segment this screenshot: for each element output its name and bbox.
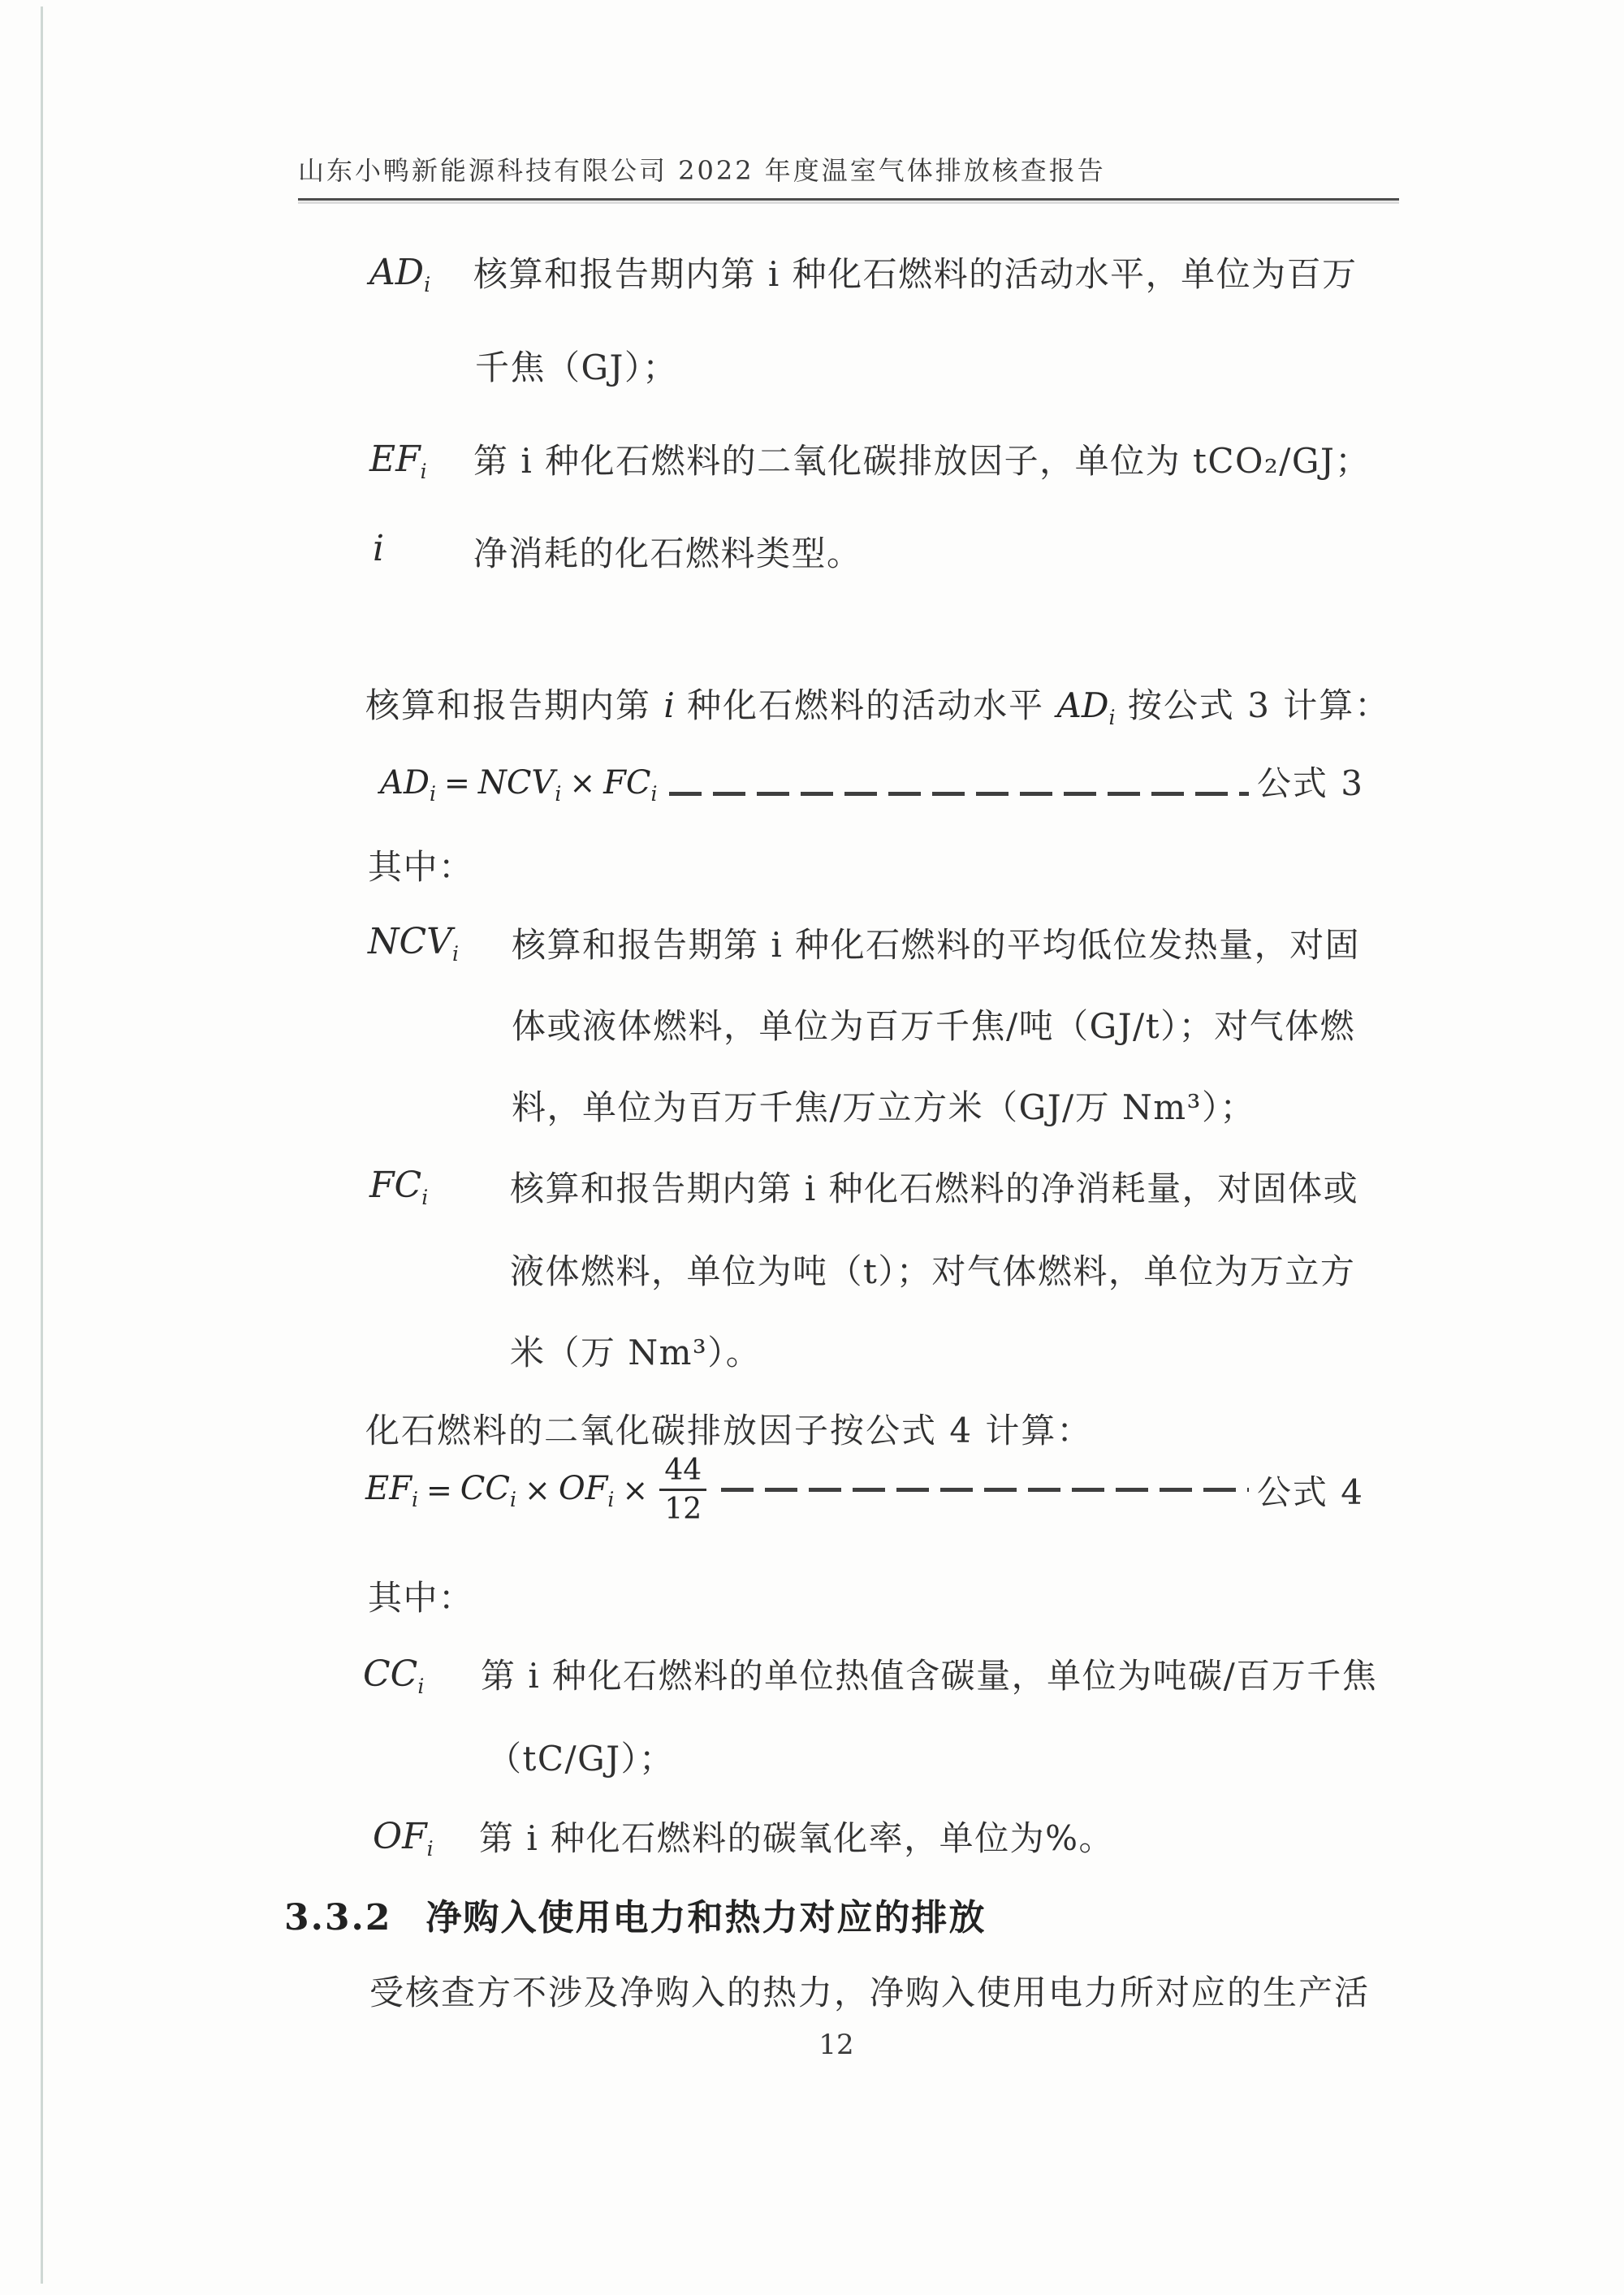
term-fc-desc-line1: 核算和报告期内第 i 种化石燃料的净消耗量，对固体或 [510, 1169, 1359, 1208]
formula-4 [365, 1454, 1364, 1527]
section-number: 3.3.2 [284, 1897, 392, 1938]
term-ef: $EF_i$ [369, 439, 427, 483]
term-i: i [373, 528, 385, 569]
scan-edge-artifact [41, 6, 43, 2284]
term-cc: $CC_i$ [363, 1653, 425, 1698]
term-fc-desc-line2: 液体燃料，单位为吨（t）；对气体燃料，单位为万立方 [510, 1251, 1356, 1291]
formula-4-leader-dashes [721, 1488, 1249, 1492]
formula-3-label: 公式 3 [1256, 763, 1364, 803]
term-fc-desc-line3: 米（万 Nm³）。 [510, 1333, 762, 1372]
formula-4-expression: $EF_i$ = $CC_i$ × $OF_i$ × $\frac{44}{12}$ [365, 1454, 710, 1527]
page-number: 12 [818, 2029, 854, 2061]
term-cc-desc-line2: （tC/GJ）； [487, 1739, 675, 1779]
term-of-desc-line1: 第 i 种化石燃料的碳氧化率，单位为%。 [479, 1818, 1115, 1858]
formula4-intro-line: 化石燃料的二氧化碳排放因子按公式 4 计算： [365, 1411, 1093, 1450]
section-heading-3-3-2 [284, 1895, 986, 1940]
where-label-2: 其中： [368, 1578, 474, 1618]
term-ad-desc-line1: 核算和报告期内第 i 种化石燃料的活动水平，单位为百万 [473, 254, 1358, 294]
header-rule [298, 198, 1399, 201]
page-header-title: 山东小鸭新能源科技有限公司 2022 年度温室气体排放核查报告 [298, 155, 1106, 186]
term-ncv-desc-line1: 核算和报告期第 i 种化石燃料的平均低位发热量，对固 [512, 925, 1361, 965]
term-fc: $FC_i$ [369, 1165, 429, 1209]
term-ncv-desc-line2: 体或液体燃料，单位为百万千焦/吨（GJ/t）；对气体燃 [512, 1006, 1356, 1046]
term-ncv-desc-line3: 料，单位为百万千焦/万立方米（GJ/万 Nm³）； [512, 1087, 1255, 1127]
term-ad-desc-line2: 千焦（GJ）； [475, 348, 678, 387]
formula-3-expression: $AD_i = NCV_i \times FC_i$ [380, 764, 658, 806]
term-of: $OF_i$ [373, 1816, 434, 1861]
where-label-1: 其中： [368, 847, 474, 887]
formula3-intro-line: 核算和报告期内第 i 种化石燃料的活动水平 $AD_i$ 按公式 3 计算： [365, 685, 1391, 729]
term-ad: $AD_i$ [369, 252, 431, 296]
fraction-44-12: $\frac{44}{12}$ [659, 1454, 706, 1527]
formula-3 [380, 757, 1364, 806]
term-i-desc-line1: 净消耗的化石燃料类型。 [473, 534, 862, 573]
formula-3-leader-dashes [669, 792, 1249, 796]
term-ncv: $NCV_i$ [368, 921, 459, 966]
term-ef-desc-line1: 第 i 种化石燃料的二氧化碳排放因子，单位为 tCO₂/GJ； [473, 441, 1371, 481]
fraction-bar [659, 1489, 706, 1491]
formula-4-label: 公式 4 [1256, 1472, 1364, 1512]
section-title: 净购入使用电力和热力对应的排放 [425, 1897, 987, 1938]
inline-var-ad: $AD_i$ [1056, 685, 1116, 729]
section-3-3-2-paragraph: 受核查方不涉及净购入的热力，净购入使用电力所对应的生产活 [369, 1973, 1371, 2012]
term-cc-desc-line1: 第 i 种化石燃料的单位热值含碳量，单位为吨碳/百万千焦 [481, 1656, 1378, 1696]
